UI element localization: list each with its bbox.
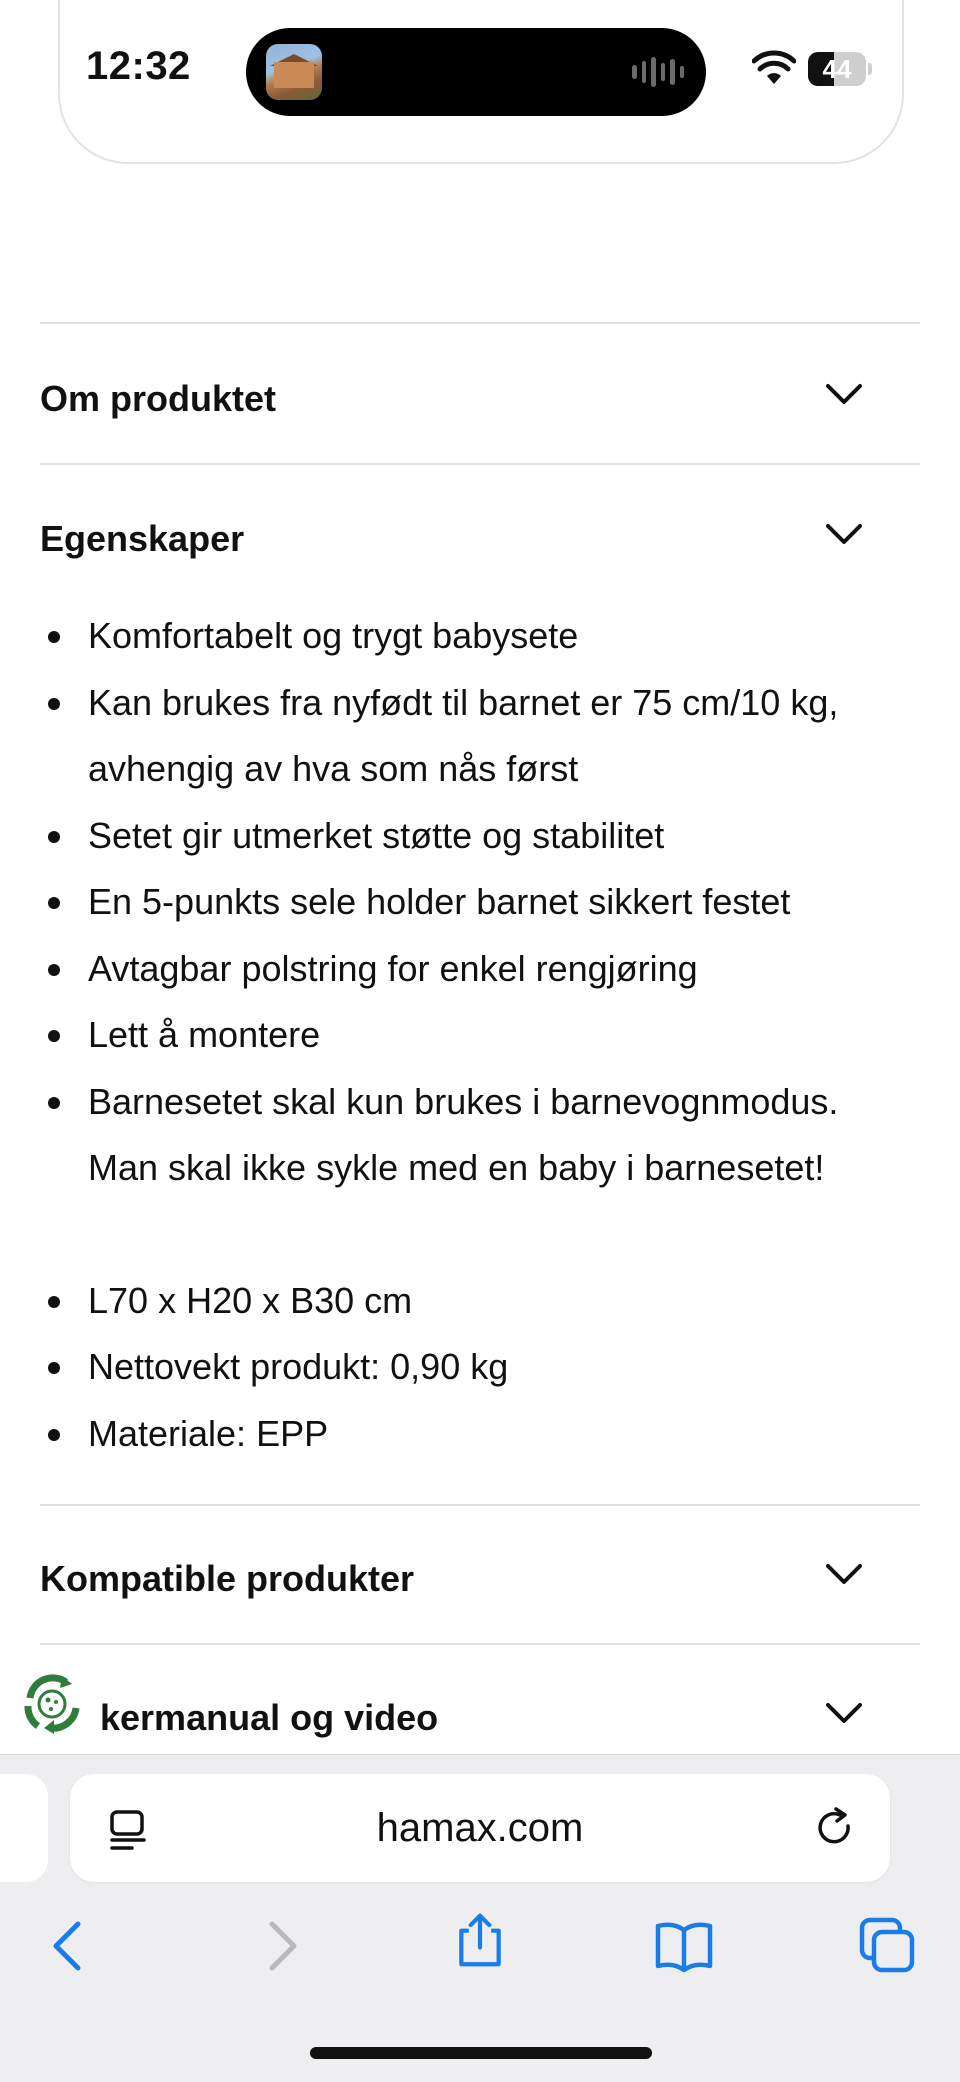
chevron-down-icon[interactable] [824,522,864,546]
list-item: Barnesetet skal kun brukes i barnevognmodus. Man skal ikke sykle med en baby i barnesetet! [40,1069,900,1202]
battery-level: 44 [822,54,852,84]
list-spacer [40,1202,900,1268]
chevron-down-icon[interactable] [824,1701,864,1725]
product-card-bottom [58,0,904,164]
chevron-down-icon[interactable] [824,382,864,406]
divider [40,322,920,324]
divider [40,1504,920,1506]
divider [40,1643,920,1645]
url-text[interactable]: hamax.com [376,1806,584,1850]
home-indicator[interactable] [310,2047,652,2059]
chevron-down-icon[interactable] [824,1562,864,1586]
accordion-om-produktet-title[interactable]: Om produktet [40,378,277,419]
list-item: Materiale: EPP [40,1401,900,1468]
bookmarks-icon[interactable] [654,1918,714,1974]
features-list [40,603,900,1467]
list-item: Nettovekt produkt: 0,90 kg [40,1334,900,1401]
list-item: Komfortabelt og trygt babysete [40,603,900,670]
tabs-icon[interactable] [858,1916,916,1974]
list-item: Lett å montere [40,1002,900,1069]
reload-icon[interactable] [814,1806,858,1850]
accordion-kompatible-title[interactable]: Kompatible produkter [40,1558,415,1599]
accordion-brukermanual-title[interactable]: kermanual og video [100,1697,439,1738]
list-item: Setet gir utmerket støtte og stabilitet [40,803,900,870]
forward-icon [252,1918,308,1974]
list-item: Avtagbar polstring for enkel rengjøring [40,936,900,1003]
share-icon[interactable] [452,1912,508,1968]
reader-icon[interactable] [108,1808,152,1852]
back-icon[interactable] [42,1918,98,1974]
status-time: 12:32 [86,44,191,88]
list-item: L70 x H20 x B30 cm [40,1268,900,1335]
list-item: En 5-punkts sele holder barnet sikkert festet [40,869,900,936]
divider [40,463,920,465]
recycle-icon[interactable] [16,1668,88,1740]
previous-tab-preview[interactable] [0,1774,48,1882]
accordion-egenskaper-title[interactable]: Egenskaper [40,518,245,559]
list-item: Kan brukes fra nyfødt til barnet er 75 cm/10 kg, avhengig av hva som nås først [40,670,900,803]
